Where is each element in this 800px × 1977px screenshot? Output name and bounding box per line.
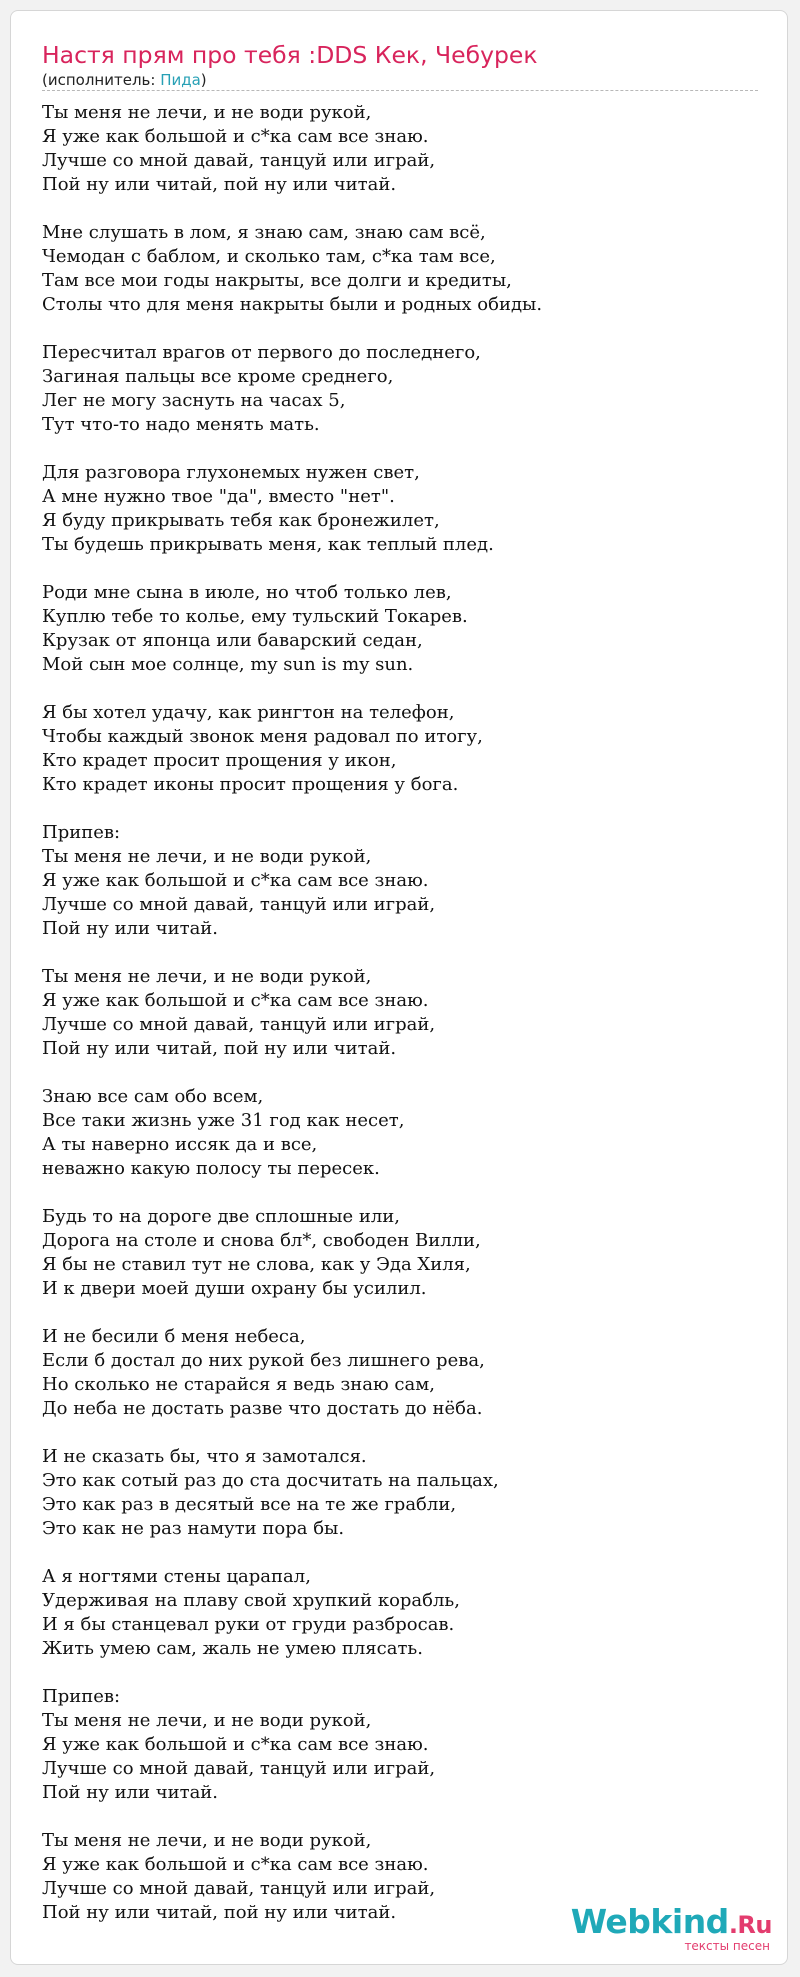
lyric-line: Удерживая на плаву свой хрупкий корабль, xyxy=(42,1590,460,1611)
lyric-line: И я бы станцевал руки от груди разбросав. xyxy=(42,1614,455,1635)
lyric-line: И не бесили б меня небеса, xyxy=(42,1326,306,1347)
stanza-gap xyxy=(42,437,542,461)
performer-suffix: ) xyxy=(200,71,207,89)
lyric-line: Лег не могу заснуть на часах 5, xyxy=(42,390,346,411)
lyric-line: Пой ну или читай. xyxy=(42,918,219,939)
lyric-line: Лучше со мной давай, танцуй или играй, xyxy=(42,894,436,915)
stanza-gap xyxy=(42,1301,542,1325)
lyric-line: Я уже как большой и с*ка сам все знаю. xyxy=(42,1734,429,1755)
lyric-line: И не сказать бы, что я замотался. xyxy=(42,1446,367,1467)
lyric-line: Я уже как большой и с*ка сам все знаю. xyxy=(42,870,429,891)
stanza-gap xyxy=(42,797,542,821)
stanza-gap xyxy=(42,1061,542,1085)
lyric-line: Ты меня не лечи, и не води рукой, xyxy=(42,966,372,987)
lyric-line: Лучше со мной давай, танцуй или играй, xyxy=(42,1878,436,1899)
lyric-line: Кто крадет просит прощения у икон, xyxy=(42,750,397,771)
stanza-gap xyxy=(42,941,542,965)
logo-main-text: Webkind xyxy=(570,1902,729,1941)
lyric-line: Чемодан с баблом, и сколько там, с*ка там все, xyxy=(42,246,496,267)
lyric-line: Ты меня не лечи, и не води рукой, xyxy=(42,1830,372,1851)
lyric-line: Ты меня не лечи, и не води рукой, xyxy=(42,1710,372,1731)
lyric-line: Там все мои годы накрыты, все долги и кредиты, xyxy=(42,270,512,291)
lyric-line: Дорога на столе и снова бл*, свободен Вилли, xyxy=(42,1230,481,1251)
lyric-line: Ты меня не лечи, и не води рукой, xyxy=(42,102,372,123)
lyric-line: Я буду прикрывать тебя как бронежилет, xyxy=(42,510,440,531)
lyric-line: Если б достал до них рукой без лишнего рева, xyxy=(42,1350,485,1371)
lyric-line: Тут что-то надо менять мать. xyxy=(42,414,320,435)
stanza-gap xyxy=(42,1181,542,1205)
stanza-gap xyxy=(42,317,542,341)
lyric-line: Куплю тебе то колье, ему тульский Токарев. xyxy=(42,606,468,627)
lyric-line: Лучше со мной давай, танцуй или играй, xyxy=(42,1758,436,1779)
lyric-line: Кто крадет иконы просит прощения у бога. xyxy=(42,774,459,795)
stanza-gap xyxy=(42,197,542,221)
lyric-line: Будь то на дороге две сплошные или, xyxy=(42,1206,400,1227)
lyrics-text xyxy=(42,101,542,1925)
lyric-line: Крузак от японца или баварский седан, xyxy=(42,630,423,651)
lyric-line: Пересчитал врагов от первого до последнего, xyxy=(42,342,481,363)
lyric-line: А мне нужно твое "да", вместо "нет". xyxy=(42,486,395,507)
lyric-line: Это как сотый раз до ста досчитать на пальцах, xyxy=(42,1470,499,1491)
lyric-line: Жить умею сам, жаль не умею плясать. xyxy=(42,1638,423,1659)
song-title: Настя прям про тебя :DDS Кек, Чебурек xyxy=(42,41,538,69)
logo-subtitle: тексты песен xyxy=(684,1939,770,1953)
stanza-gap xyxy=(42,1661,542,1685)
lyric-line: Знаю все сам обо всем, xyxy=(42,1086,264,1107)
lyric-line: Лучше со мной давай, танцуй или играй, xyxy=(42,1014,436,1035)
stanza-gap xyxy=(42,557,542,581)
stanza-gap xyxy=(42,677,542,701)
lyric-line: Все таки жизнь уже 31 год как несет, xyxy=(42,1110,405,1131)
lyric-line: Я бы не ставил тут не слова, как у Эда Хиля, xyxy=(42,1254,471,1275)
lyric-line: До неба не достать разве что достать до нёба. xyxy=(42,1398,483,1419)
lyric-line: Я уже как большой и с*ка сам все знаю. xyxy=(42,990,429,1011)
lyric-line: Для разговора глухонемых нужен свет, xyxy=(42,462,420,483)
performer-line xyxy=(42,70,758,91)
lyric-line: Пой ну или читай. xyxy=(42,1782,219,1803)
lyric-line: Это как не раз намути пора бы. xyxy=(42,1518,345,1539)
lyric-line: Пой ну или читай, пой ну или читай. xyxy=(42,1038,397,1059)
lyric-line: Пой ну или читай, пой ну или читай. xyxy=(42,1902,397,1923)
lyric-line: Загиная пальцы все кроме среднего, xyxy=(42,366,394,387)
lyric-line: Припев: xyxy=(42,1686,121,1707)
lyric-line: Я уже как большой и с*ка сам все знаю. xyxy=(42,126,429,147)
stanza-gap xyxy=(42,1541,542,1565)
lyric-line: Мне слушать в лом, я знаю сам, знаю сам всё, xyxy=(42,222,486,243)
lyric-line: Лучше со мной давай, танцуй или играй, xyxy=(42,150,436,171)
lyric-line: Ты меня не лечи, и не води рукой, xyxy=(42,846,372,867)
stanza-gap xyxy=(42,1805,542,1829)
lyric-line: Я уже как большой и с*ка сам все знаю. xyxy=(42,1854,429,1875)
performer-link[interactable]: Пида xyxy=(160,71,201,89)
lyric-line: Но сколько не старайся я ведь знаю сам, xyxy=(42,1374,435,1395)
lyric-line: Роди мне сына в июле, но чтоб только лев, xyxy=(42,582,452,603)
logo-domain-text: .Ru xyxy=(728,1911,772,1939)
lyric-line: Припев: xyxy=(42,822,121,843)
lyric-line: Чтобы каждый звонок меня радовал по итогу, xyxy=(42,726,483,747)
lyric-line: Я бы хотел удачу, как рингтон на телефон, xyxy=(42,702,455,723)
lyric-line: Ты будешь прикрывать меня, как теплый плед. xyxy=(42,534,494,555)
lyric-line: Это как раз в десятый все на те же грабли, xyxy=(42,1494,457,1515)
lyric-line: неважно какую полосу ты пересек. xyxy=(42,1158,380,1179)
lyric-line: А я ногтями стены царапал, xyxy=(42,1566,311,1587)
logo-wordmark xyxy=(570,1902,772,1942)
site-logo[interactable] xyxy=(570,1902,772,1953)
lyric-line: А ты наверно иссяк да и все, xyxy=(42,1134,318,1155)
lyric-line: Столы что для меня накрыты были и родных обиды. xyxy=(42,294,543,315)
performer-prefix: (исполнитель: xyxy=(42,71,161,89)
stanza-gap xyxy=(42,1421,542,1445)
lyric-line: Пой ну или читай, пой ну или читай. xyxy=(42,174,397,195)
lyric-line: И к двери моей души охрану бы усилил. xyxy=(42,1278,427,1299)
lyric-line: Мой сын мое солнце, my sun is my sun. xyxy=(42,654,414,675)
